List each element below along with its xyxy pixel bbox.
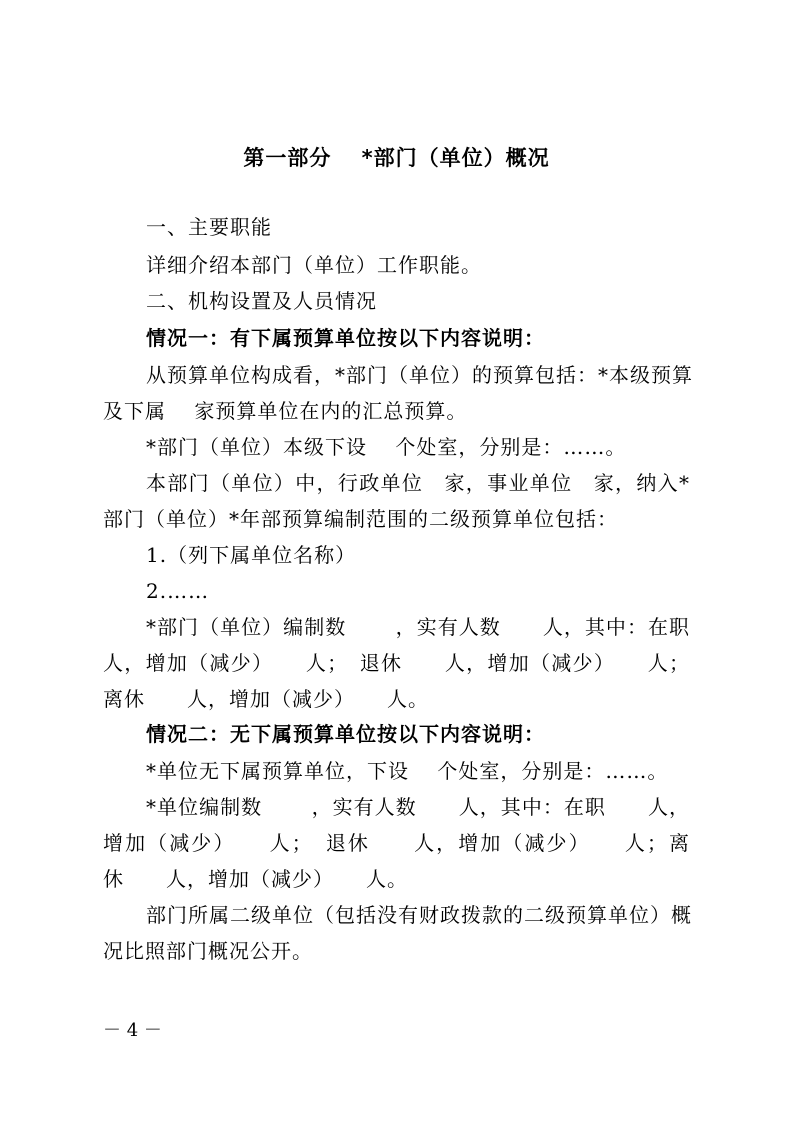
case2-paragraph-line: *单位编制数 ，实有人数 人，其中：在职 人， [146, 795, 690, 819]
case1-paragraph-line: *部门（单位）本级下设 个处室，分别是：……。 [146, 435, 627, 459]
case2-paragraph-line: *单位无下属预算单位，下设 个处室，分别是：……。 [146, 759, 669, 783]
section-heading-organization: 二、机构设置及人员情况 [146, 289, 377, 313]
case2-paragraph-line: 部门所属二级单位（包括没有财政拨款的二级预算单位）概 [146, 903, 692, 927]
case1-paragraph-line: 人，增加（减少） 人； 退休 人，增加（减少） 人； [103, 651, 690, 675]
functions-body: 详细介绍本部门（单位）工作职能。 [146, 253, 482, 277]
case1-heading: 情况一：有下属预算单位按以下内容说明： [146, 326, 545, 350]
case1-paragraph-line: *部门（单位）编制数 ，实有人数 人，其中：在职 [146, 615, 690, 639]
case1-paragraph-line: 部门（单位）*年部预算编制范围的二级预算单位包括： [103, 507, 618, 531]
case1-list-item: 2.…… [146, 579, 210, 603]
case2-paragraph-line: 休 人，增加（减少） 人。 [103, 867, 408, 891]
case2-heading: 情况二：无下属预算单位按以下内容说明： [146, 722, 545, 746]
case1-paragraph-line: 本部门（单位）中，行政单位 家，事业单位 家，纳入* [146, 471, 690, 495]
case1-list-item: 1.（列下属单位名称） [146, 543, 357, 567]
case2-paragraph-line: 况比照部门概况公开。 [103, 939, 313, 963]
page-title: 第一部分 *部门（单位）概况 [243, 146, 550, 170]
section-heading-functions: 一、主要职能 [146, 215, 272, 239]
case1-paragraph-line: 离休 人，增加（减少） 人。 [103, 687, 429, 711]
case1-paragraph-line: 及下属 家预算单位在内的汇总预算。 [103, 399, 468, 423]
case1-paragraph-line: 从预算单位构成看，*部门（单位）的预算包括：*本级预算 [146, 363, 693, 387]
page-number: － 4 － [103, 1020, 162, 1041]
case2-paragraph-line: 增加（减少） 人； 退休 人，增加（减少） 人；离 [103, 831, 690, 855]
